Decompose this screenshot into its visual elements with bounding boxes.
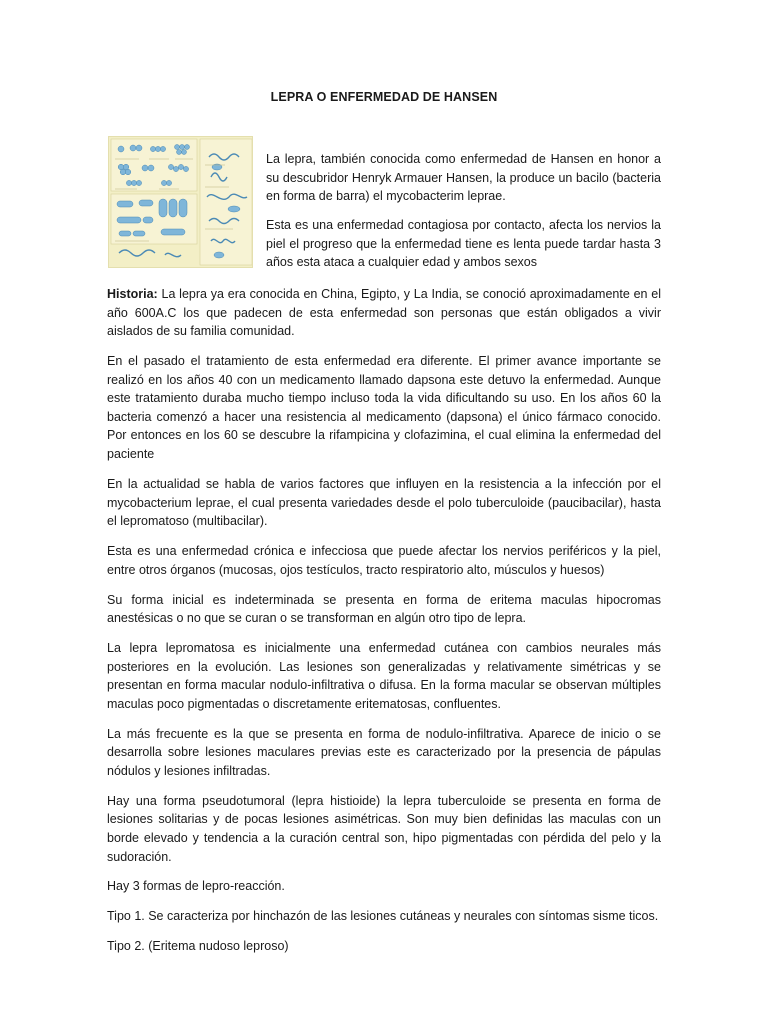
body-paragraph: Hay 3 formas de lepro-reacción. — [107, 879, 285, 894]
body-paragraph: Esta es una enfermedad crónica e infecciosa que puede afectar los nervios periféricos y la piel, entre otros órganos (mucosas, ojos testículos, tracto respiratorio alto, músculos y huesos) — [107, 544, 661, 577]
body-section — [107, 285, 661, 967]
document-title: LEPRA O ENFERMEDAD DE HANSEN — [270, 90, 498, 104]
historia-paragraph — [107, 285, 661, 341]
bacteria-shapes-figure — [108, 136, 253, 268]
historia-text: La lepra ya era conocida en China, Egipto, y La India, se conoció aproximadamente en el año 600A.C los que padecen de esta enfermedad son personas que están obligados a vivir aislados de su familia comunidad. — [107, 287, 661, 339]
body-paragraph: Tipo 1. Se caracteriza por hinchazón de las lesiones cutáneas y neurales con síntomas sisme ticos. — [107, 909, 659, 924]
body-paragraph: Tipo 2. (Eritema nudoso leproso) — [107, 939, 289, 954]
body-paragraph: En la actualidad se habla de varios factores que influyen en la resistencia a la infección por el mycobacterium leprae, el cual presenta variedades desde el polo tuberculoide (paucibacilar), hasta el lepromatoso (multibacilar). — [107, 476, 661, 529]
body-paragraph: Hay una forma pseudotumoral (lepra histioide) la lepra tuberculoide se presenta en forma de lesiones solitarias y de pocas lesiones asimétricas. Son muy bien definidas las maculas con un borde elevado y tendencia a la curación central son, hipo pigmentadas con pérdida del pelo y la sudoración. — [107, 793, 661, 864]
body-paragraph: La más frecuente es la que se presenta en forma de nodulo-infiltrativa. Aparece de inicio o se desarrolla sobre lesiones maculares previas este es caracterizado por la presencia de pápulas nódulos y lesiones infiltradas. — [107, 726, 661, 778]
body-paragraph: En el pasado el tratamiento de esta enfermedad era diferente. El primer avance importante se realizó en los años 40 con un medicamento llamado dapsona este detuvo la enfermedad. Aunque este tratamiento duraba mucho tiempo incluso toda la vida dificultando su uso. En los años 60 la bacteria comenzó a hacer una resistencia al medicamento (dapsona) el único fármaco conocido. Por entonces en los 60 se descubre la rifampicina y clofazimina, el cual elimina la enfermedad del paciente — [107, 354, 661, 462]
body-paragraph: La lepra lepromatosa es inicialmente una enfermedad cutánea con cambios neurales más posteriores en la evolución. Las lesiones son generalizadas y relativamente simétricas y se presentan en forma macular nodulo-infiltrativa o difusa. En la forma macular se observan múltiples maculas poco pigmentadas o discretamente eritematosas, confluentes. — [107, 640, 661, 711]
body-paragraph: Su forma inicial es indeterminada se presenta en forma de eritema maculas hipocromas anestésicas o no que se curan o se transforman en algún otro tipo de lepra. — [107, 592, 661, 626]
intro-section — [266, 150, 661, 283]
intro-paragraph: La lepra, también conocida como enfermedad de Hansen en honor a su descubridor Henryk Armauer Hansen, la produce un bacilo (bacteria en forma de barra) el mycobacterim leprae. — [266, 152, 661, 204]
intro-paragraph: Esta es una enfermedad contagiosa por contacto, afecta los nervios la piel el progreso que la enfermedad tiene es lenta puede tardar hasta 3 años esta ataca a cualquier edad y ambos sexos — [266, 218, 661, 270]
bacteria-shapes-icon — [109, 137, 253, 268]
historia-label: Historia: — [107, 287, 158, 301]
